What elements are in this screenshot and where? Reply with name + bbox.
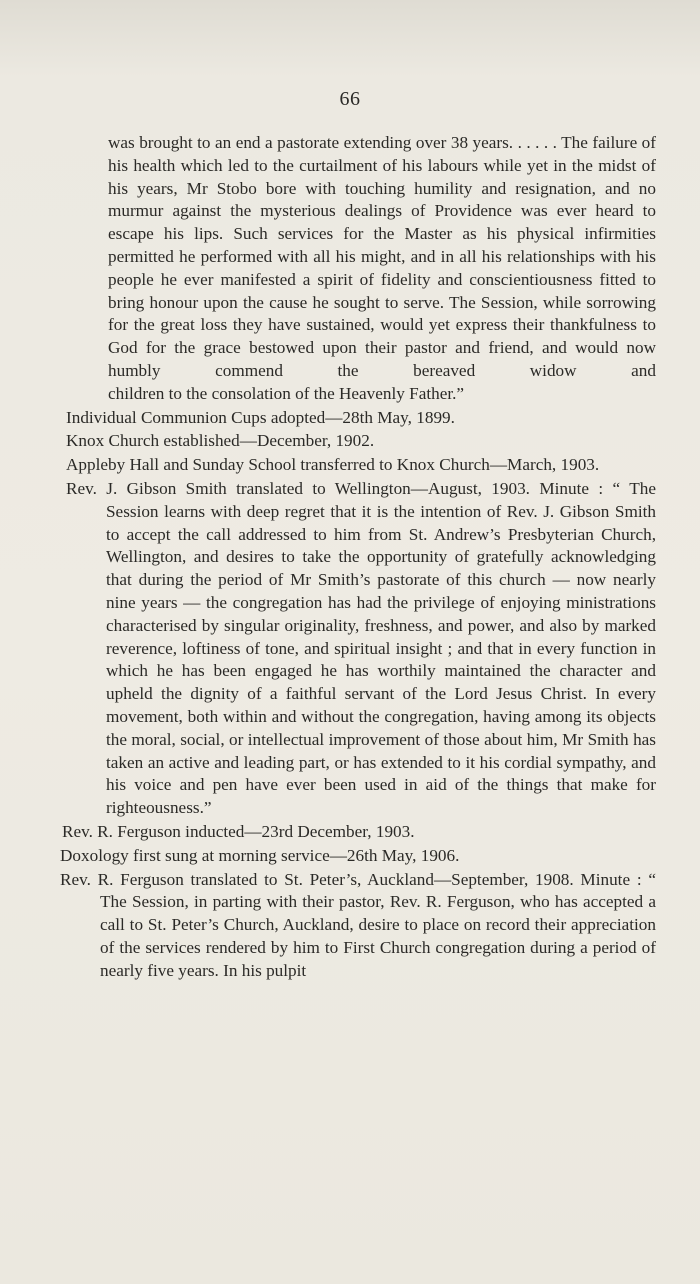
entry-communion-cups: Individual Communion Cups adopted—28th May, 1899.	[66, 407, 455, 427]
entry-appleby-hall: Appleby Hall and Sunday School transferred to Knox Church—March, 1903.	[66, 455, 600, 475]
entry-gibson-smith-translated: Rev. J. Gibson Smith translated to Wellington—August, 1903. Minute : “ The Session learns with deep regret that it is the intention of Rev. J. Gibson Smith to accept the call addressed to him from St. Andrew’s Presbyterian Church, Wellington, and desires to take the opportunity of gratefully acknowledging that during the period of Mr Smith’s pastorate of this church — now nearly nine years — the congregation has had the privilege of enjoying ministrations characterised by singular originality, freshness, and power, and also by marked reverence, loftiness of tone, and spiritual insight ; and that in every function in which he has been engaged he has worthily maintained the character and upheld the dignity of a faithful servant of the Lord Jesus Christ. In every movement, both within and without the congregation, having among its objects the moral, social, or intellectual improvement of those about him, Mr Smith has taken an active and leading part, or has extended to it his cordial sympathy, and his voice and pen have ever been used in aid of the things that make for righteousness.”	[66, 478, 656, 818]
page-number: 66	[339, 88, 361, 110]
entry-knox-church: Knox Church established—December, 1902.	[66, 431, 375, 451]
entry-ferguson-translated: Rev. R. Ferguson translated to St. Peter’s, Auckland—September, 1908. Minute : “ The Session, in parting with their pastor, Rev. R. Ferguson, who has accepted a call to St. Peter’s Church, Auckland, desire to place on record their appreciation of the services rendered by him to First Church congregation during a period of nearly five years. In his pulpit	[60, 869, 656, 980]
continued-minute-text: was brought to an end a pastorate extending over 38 years. . . . . . The failure of his health which led to the curtailment of his labours while yet in the midst of his years, Mr Stobo bore with touching humility and resignation, and no murmur against the mysterious dealings of Providence was ever heard to escape his lips. Such services for the Master as his physical infirmities permitted he performed with all his might, and in all his relationships with his people he ever manifested a spirit of fidelity and conscientiousness fitted to bring honour upon the cause he sought to serve. The Session, while sorrowing for the great loss they have sustained, would yet express their thankfulness to God for the grace bestowed upon their pastor and friend, and would now humbly commend the bereaved widow and	[108, 133, 656, 380]
continued-minute	[108, 132, 656, 406]
entry-doxology: Doxology first sung at morning service—26th May, 1906.	[60, 845, 460, 865]
continued-minute-last-line: children to the consolation of the Heavenly Father.”	[108, 383, 465, 403]
entry-ferguson-inducted: Rev. R. Ferguson inducted—23rd December, 1903.	[62, 821, 415, 841]
page-body	[0, 132, 700, 982]
